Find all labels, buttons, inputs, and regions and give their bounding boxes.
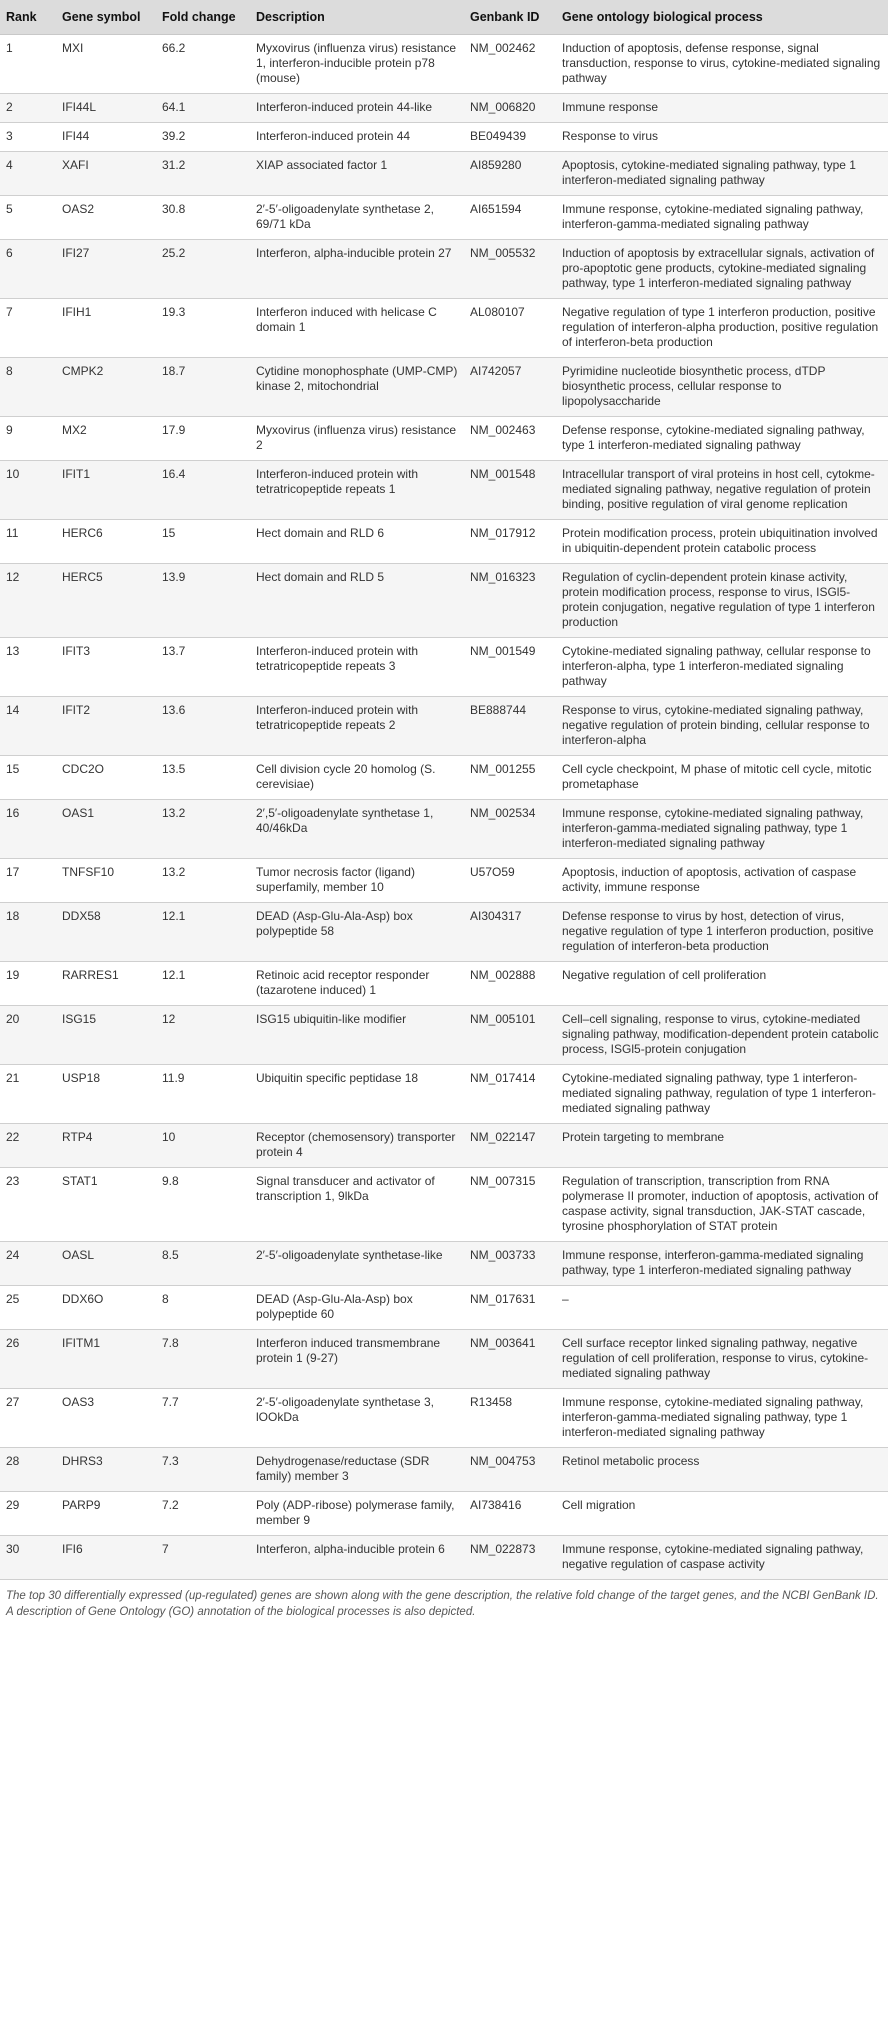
gene-symbol-cell: STAT1 — [56, 1168, 156, 1242]
table-row — [0, 1242, 888, 1286]
genbank-id-cell: NM_001549 — [464, 638, 556, 697]
description-cell: Dehydrogenase/reductase (SDR family) member 3 — [250, 1448, 464, 1492]
genbank-id-cell: NM_007315 — [464, 1168, 556, 1242]
fold-change-cell: 13.6 — [156, 697, 250, 756]
go-process-cell: Apoptosis, induction of apoptosis, activation of caspase activity, immune response — [556, 859, 888, 903]
rank-cell: 14 — [0, 697, 56, 756]
go-process-cell: Protein targeting to membrane — [556, 1124, 888, 1168]
table-row — [0, 520, 888, 564]
go-process-cell: Immune response, cytokine-mediated signaling pathway, interferon-gamma-mediated signaling pathway, type 1 interferon-mediated signaling pathway — [556, 800, 888, 859]
table-row — [0, 903, 888, 962]
genbank-id-cell: U57O59 — [464, 859, 556, 903]
genbank-id-cell: AI304317 — [464, 903, 556, 962]
genbank-id-cell: NM_022873 — [464, 1536, 556, 1580]
gene-symbol-cell: RARRES1 — [56, 962, 156, 1006]
rank-cell: 23 — [0, 1168, 56, 1242]
description-cell: DEAD (Asp-Glu-Ala-Asp) box polypeptide 60 — [250, 1286, 464, 1330]
table-row — [0, 800, 888, 859]
genbank-id-cell: NM_001548 — [464, 461, 556, 520]
description-cell: DEAD (Asp-Glu-Ala-Asp) box polypeptide 58 — [250, 903, 464, 962]
header-genbank-id: Genbank ID — [464, 0, 556, 35]
gene-symbol-cell: DHRS3 — [56, 1448, 156, 1492]
go-process-cell: Immune response, interferon-gamma-mediated signaling pathway, type 1 interferon-mediated signaling pathway — [556, 1242, 888, 1286]
fold-change-cell: 11.9 — [156, 1065, 250, 1124]
rank-cell: 1 — [0, 35, 56, 94]
go-process-cell: Cell surface receptor linked signaling pathway, negative regulation of cell proliferation, response to virus, cytokine-mediated signaling pathway — [556, 1330, 888, 1389]
description-cell: Tumor necrosis factor (ligand) superfamily, member 10 — [250, 859, 464, 903]
header-gene-symbol: Gene symbol — [56, 0, 156, 35]
gene-symbol-cell: IFI44 — [56, 123, 156, 152]
gene-symbol-cell: TNFSF10 — [56, 859, 156, 903]
description-cell: XIAP associated factor 1 — [250, 152, 464, 196]
description-cell: Interferon, alpha-inducible protein 27 — [250, 240, 464, 299]
go-process-cell: Retinol metabolic process — [556, 1448, 888, 1492]
go-process-cell: Induction of apoptosis by extracellular signals, activation of pro-apoptotic gene products, cytokine-mediated signaling pathway, type 1 interferon-mediated signaling pathway — [556, 240, 888, 299]
table-header — [0, 0, 888, 35]
table-row — [0, 1168, 888, 1242]
description-cell: Myxovirus (influenza virus) resistance 2 — [250, 417, 464, 461]
fold-change-cell: 13.2 — [156, 859, 250, 903]
rank-cell: 19 — [0, 962, 56, 1006]
table-row — [0, 1389, 888, 1448]
rank-cell: 22 — [0, 1124, 56, 1168]
table-row — [0, 1330, 888, 1389]
fold-change-cell: 10 — [156, 1124, 250, 1168]
gene-symbol-cell: HERC6 — [56, 520, 156, 564]
gene-symbol-cell: CMPK2 — [56, 358, 156, 417]
gene-symbol-cell: IFI27 — [56, 240, 156, 299]
fold-change-cell: 30.8 — [156, 196, 250, 240]
fold-change-cell: 18.7 — [156, 358, 250, 417]
go-process-cell: Response to virus — [556, 123, 888, 152]
rank-cell: 15 — [0, 756, 56, 800]
table-row — [0, 859, 888, 903]
rank-cell: 8 — [0, 358, 56, 417]
fold-change-cell: 66.2 — [156, 35, 250, 94]
fold-change-cell: 7.3 — [156, 1448, 250, 1492]
genbank-id-cell: NM_017631 — [464, 1286, 556, 1330]
gene-symbol-cell: USP18 — [56, 1065, 156, 1124]
gene-symbol-cell: DDX58 — [56, 903, 156, 962]
table-row — [0, 152, 888, 196]
fold-change-cell: 17.9 — [156, 417, 250, 461]
genbank-id-cell: NM_006820 — [464, 94, 556, 123]
rank-cell: 9 — [0, 417, 56, 461]
table-body — [0, 35, 888, 1580]
table-row — [0, 461, 888, 520]
go-process-cell: Immune response, cytokine-mediated signaling pathway, negative regulation of caspase activity — [556, 1536, 888, 1580]
fold-change-cell: 64.1 — [156, 94, 250, 123]
rank-cell: 12 — [0, 564, 56, 638]
table-row — [0, 1492, 888, 1536]
genbank-id-cell: NM_003641 — [464, 1330, 556, 1389]
fold-change-cell: 9.8 — [156, 1168, 250, 1242]
gene-symbol-cell: PARP9 — [56, 1492, 156, 1536]
header-rank: Rank — [0, 0, 56, 35]
go-process-cell: Intracellular transport of viral proteins in host cell, cytokme-mediated signaling pathway, negative regulation of protein binding, positive regulation of viral genome replication — [556, 461, 888, 520]
gene-symbol-cell: MXI — [56, 35, 156, 94]
header-fold-change: Fold change — [156, 0, 250, 35]
go-process-cell: Cytokine-mediated signaling pathway, cellular response to interferon-alpha, type 1 interferon-mediated signaling pathway — [556, 638, 888, 697]
go-process-cell: Apoptosis, cytokine-mediated signaling pathway, type 1 interferon-mediated signaling pathway — [556, 152, 888, 196]
header-description: Description — [250, 0, 464, 35]
description-cell: Interferon, alpha-inducible protein 6 — [250, 1536, 464, 1580]
fold-change-cell: 39.2 — [156, 123, 250, 152]
go-process-cell: Defense response to virus by host, detection of virus, negative regulation of type 1 interferon production, positive regulation of interferon-beta production — [556, 903, 888, 962]
fold-change-cell: 13.9 — [156, 564, 250, 638]
gene-symbol-cell: IFIT1 — [56, 461, 156, 520]
fold-change-cell: 12.1 — [156, 962, 250, 1006]
gene-symbol-cell: DDX6O — [56, 1286, 156, 1330]
rank-cell: 11 — [0, 520, 56, 564]
gene-symbol-cell: ISG15 — [56, 1006, 156, 1065]
gene-symbol-cell: OAS1 — [56, 800, 156, 859]
genbank-id-cell: NM_016323 — [464, 564, 556, 638]
go-process-cell: Pyrimidine nucleotide biosynthetic process, dTDP biosynthetic process, cellular response to lipopolysaccharide — [556, 358, 888, 417]
description-cell: Interferon-induced protein with tetratricopeptide repeats 2 — [250, 697, 464, 756]
description-cell: Signal transducer and activator of transcription 1, 9lkDa — [250, 1168, 464, 1242]
description-cell: Ubiquitin specific peptidase 18 — [250, 1065, 464, 1124]
gene-symbol-cell: IFI6 — [56, 1536, 156, 1580]
fold-change-cell: 13.2 — [156, 800, 250, 859]
table-row — [0, 1448, 888, 1492]
genbank-id-cell: NM_001255 — [464, 756, 556, 800]
gene-symbol-cell: OAS3 — [56, 1389, 156, 1448]
go-process-cell: Negative regulation of type 1 interferon production, positive regulation of interferon-alpha production, positive regulation of interferon-beta production — [556, 299, 888, 358]
fold-change-cell: 13.7 — [156, 638, 250, 697]
description-cell: Cell division cycle 20 homolog (S. cerevisiae) — [250, 756, 464, 800]
rank-cell: 20 — [0, 1006, 56, 1065]
go-process-cell: Immune response — [556, 94, 888, 123]
header-go-process: Gene ontology biological process — [556, 0, 888, 35]
description-cell: Interferon-induced protein 44-like — [250, 94, 464, 123]
genbank-id-cell: NM_002888 — [464, 962, 556, 1006]
genbank-id-cell: AI738416 — [464, 1492, 556, 1536]
go-process-cell: Regulation of cyclin-dependent protein kinase activity, protein modification process, response to virus, ISGl5-protein conjugation, negative regulation of type 1 interferon production — [556, 564, 888, 638]
gene-symbol-cell: XAFI — [56, 152, 156, 196]
description-cell: Retinoic acid receptor responder (tazarotene induced) 1 — [250, 962, 464, 1006]
table-row — [0, 35, 888, 94]
table-row — [0, 1286, 888, 1330]
fold-change-cell: 31.2 — [156, 152, 250, 196]
table-row — [0, 123, 888, 152]
gene-symbol-cell: MX2 — [56, 417, 156, 461]
rank-cell: 6 — [0, 240, 56, 299]
description-cell: Myxovirus (influenza virus) resistance 1, interferon-inducible protein p78 (mouse) — [250, 35, 464, 94]
description-cell: Interferon induced transmembrane protein 1 (9-27) — [250, 1330, 464, 1389]
genbank-id-cell: NM_004753 — [464, 1448, 556, 1492]
description-cell: Interferon-induced protein with tetratricopeptide repeats 1 — [250, 461, 464, 520]
gene-symbol-cell: OAS2 — [56, 196, 156, 240]
rank-cell: 10 — [0, 461, 56, 520]
table-row — [0, 196, 888, 240]
genbank-id-cell: NM_017414 — [464, 1065, 556, 1124]
description-cell: 2′-5′-oligoadenylate synthetase 3, lOOkDa — [250, 1389, 464, 1448]
genbank-id-cell: BE888744 — [464, 697, 556, 756]
fold-change-cell: 13.5 — [156, 756, 250, 800]
description-cell: Poly (ADP-ribose) polymerase family, member 9 — [250, 1492, 464, 1536]
gene-symbol-cell: OASL — [56, 1242, 156, 1286]
fold-change-cell: 8.5 — [156, 1242, 250, 1286]
gene-symbol-cell: IFI44L — [56, 94, 156, 123]
gene-symbol-cell: IFIT2 — [56, 697, 156, 756]
table-caption: The top 30 differentially expressed (up-regulated) genes are shown along with the gene description, the relative fold change of the target genes, and the NCBI GenBank ID. A description of Gene Ontology (GO) annotation of the biological processes is also depicted. — [6, 1590, 879, 1618]
gene-symbol-cell: IFIH1 — [56, 299, 156, 358]
gene-symbol-cell: IFIT3 — [56, 638, 156, 697]
fold-change-cell: 7 — [156, 1536, 250, 1580]
description-cell: Hect domain and RLD 5 — [250, 564, 464, 638]
fold-change-cell: 12 — [156, 1006, 250, 1065]
genbank-id-cell: AI859280 — [464, 152, 556, 196]
rank-cell: 7 — [0, 299, 56, 358]
description-cell: Interferon-induced protein 44 — [250, 123, 464, 152]
genbank-id-cell: NM_017912 — [464, 520, 556, 564]
rank-cell: 2 — [0, 94, 56, 123]
header-row — [0, 0, 888, 35]
genbank-id-cell: NM_005532 — [464, 240, 556, 299]
table-row — [0, 1065, 888, 1124]
table-row — [0, 417, 888, 461]
description-cell: ISG15 ubiquitin-like modifier — [250, 1006, 464, 1065]
table-row — [0, 358, 888, 417]
table-row — [0, 697, 888, 756]
rank-cell: 4 — [0, 152, 56, 196]
gene-symbol-cell: HERC5 — [56, 564, 156, 638]
description-cell: Cytidine monophosphate (UMP-CMP) kinase 2, mitochondrial — [250, 358, 464, 417]
genbank-id-cell: BE049439 — [464, 123, 556, 152]
rank-cell: 3 — [0, 123, 56, 152]
description-cell: Interferon induced with helicase C domain 1 — [250, 299, 464, 358]
table-row — [0, 962, 888, 1006]
rank-cell: 13 — [0, 638, 56, 697]
fold-change-cell: 7.2 — [156, 1492, 250, 1536]
rank-cell: 28 — [0, 1448, 56, 1492]
description-cell: 2′,5′-oligoadenylate synthetase 1, 40/46kDa — [250, 800, 464, 859]
go-process-cell: Cytokine-mediated signaling pathway, type 1 interferon-mediated signaling pathway, regulation of type 1 interferon-mediated signaling pathway — [556, 1065, 888, 1124]
rank-cell: 26 — [0, 1330, 56, 1389]
rank-cell: 30 — [0, 1536, 56, 1580]
table-row — [0, 564, 888, 638]
rank-cell: 25 — [0, 1286, 56, 1330]
gene-symbol-cell: RTP4 — [56, 1124, 156, 1168]
description-cell: 2′-5′-oligoadenylate synthetase-like — [250, 1242, 464, 1286]
rank-cell: 29 — [0, 1492, 56, 1536]
genbank-id-cell: NM_005101 — [464, 1006, 556, 1065]
go-process-cell: Response to virus, cytokine-mediated signaling pathway, negative regulation of protein binding, cellular response to interferon-alpha — [556, 697, 888, 756]
go-process-cell: Negative regulation of cell proliferation — [556, 962, 888, 1006]
fold-change-cell: 19.3 — [156, 299, 250, 358]
rank-cell: 24 — [0, 1242, 56, 1286]
genbank-id-cell: AL080107 — [464, 299, 556, 358]
go-process-cell: Cell migration — [556, 1492, 888, 1536]
fold-change-cell: 7.7 — [156, 1389, 250, 1448]
table-row — [0, 756, 888, 800]
genbank-id-cell: AI651594 — [464, 196, 556, 240]
go-process-cell: Regulation of transcription, transcription from RNA polymerase II promoter, induction of apoptosis, activation of caspase activity, signal transduction, JAK-STAT cascade, tyrosine phosphorylation of STAT protein — [556, 1168, 888, 1242]
table-row — [0, 1124, 888, 1168]
rank-cell: 16 — [0, 800, 56, 859]
rank-cell: 21 — [0, 1065, 56, 1124]
table-row — [0, 1536, 888, 1580]
gene-symbol-cell: CDC2O — [56, 756, 156, 800]
genbank-id-cell: NM_002463 — [464, 417, 556, 461]
table-row — [0, 299, 888, 358]
description-cell: Receptor (chemosensory) transporter protein 4 — [250, 1124, 464, 1168]
description-cell: Interferon-induced protein with tetratricopeptide repeats 3 — [250, 638, 464, 697]
fold-change-cell: 12.1 — [156, 903, 250, 962]
genbank-id-cell: NM_002534 — [464, 800, 556, 859]
fold-change-cell: 15 — [156, 520, 250, 564]
go-process-cell: Protein modification process, protein ubiquitination involved in ubiquitin-dependent protein catabolic process — [556, 520, 888, 564]
rank-cell: 18 — [0, 903, 56, 962]
fold-change-cell: 16.4 — [156, 461, 250, 520]
description-cell: Hect domain and RLD 6 — [250, 520, 464, 564]
fold-change-cell: 25.2 — [156, 240, 250, 299]
go-process-cell: Induction of apoptosis, defense response, signal transduction, response to virus, cytokine-mediated signaling pathway — [556, 35, 888, 94]
go-process-cell: – — [556, 1286, 888, 1330]
genbank-id-cell: NM_002462 — [464, 35, 556, 94]
genbank-id-cell: AI742057 — [464, 358, 556, 417]
go-process-cell: Cell–cell signaling, response to virus, cytokine-mediated signaling pathway, modification-dependent protein catabolic process, ISGl5-protein conjugation — [556, 1006, 888, 1065]
go-process-cell: Defense response, cytokine-mediated signaling pathway, type 1 interferon-mediated signaling pathway — [556, 417, 888, 461]
table-row — [0, 638, 888, 697]
genbank-id-cell: R13458 — [464, 1389, 556, 1448]
table-row — [0, 94, 888, 123]
description-cell: 2′-5′-oligoadenylate synthetase 2, 69/71 kDa — [250, 196, 464, 240]
table-row — [0, 1006, 888, 1065]
rank-cell: 17 — [0, 859, 56, 903]
go-process-cell: Immune response, cytokine-mediated signaling pathway, interferon-gamma-mediated signaling pathway — [556, 196, 888, 240]
rank-cell: 27 — [0, 1389, 56, 1448]
table-row — [0, 240, 888, 299]
fold-change-cell: 8 — [156, 1286, 250, 1330]
go-process-cell: Cell cycle checkpoint, M phase of mitotic cell cycle, mitotic prometaphase — [556, 756, 888, 800]
gene-symbol-cell: IFITM1 — [56, 1330, 156, 1389]
genbank-id-cell: NM_022147 — [464, 1124, 556, 1168]
go-process-cell: Immune response, cytokine-mediated signaling pathway, interferon-gamma-mediated signaling pathway, type 1 interferon-mediated signaling pathway — [556, 1389, 888, 1448]
fold-change-cell: 7.8 — [156, 1330, 250, 1389]
genbank-id-cell: NM_003733 — [464, 1242, 556, 1286]
rank-cell: 5 — [0, 196, 56, 240]
